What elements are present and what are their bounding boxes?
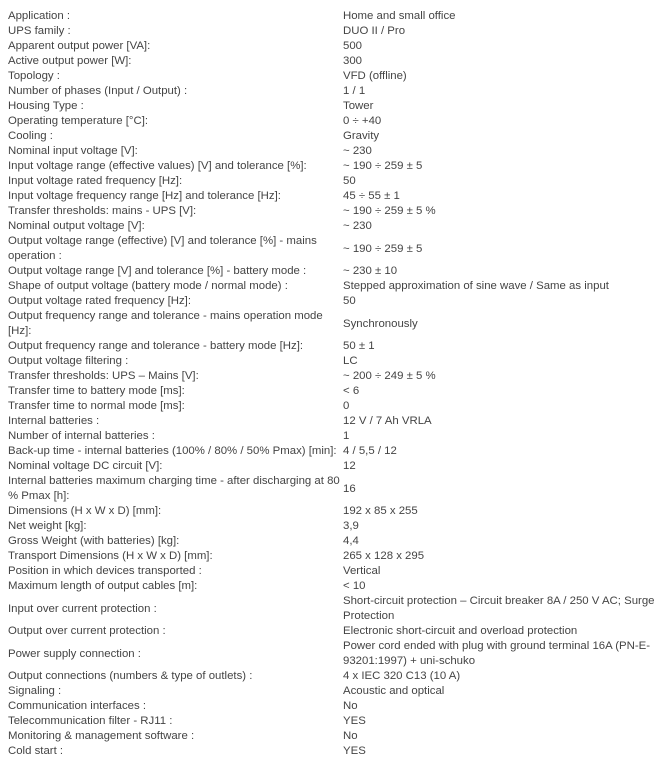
spec-row xyxy=(6,219,662,234)
spec-label: Telecommunication filter - RJ11 : xyxy=(8,715,173,727)
spec-value: Electronic short-circuit and overload protection xyxy=(343,625,578,637)
spec-value: ~ 190 ÷ 259 ± 5 xyxy=(343,242,423,255)
spec-value: Gravity xyxy=(343,130,380,142)
spec-label: Signaling : xyxy=(8,685,62,697)
spec-label: Output voltage range [V] and tolerance [%] - battery mode : xyxy=(8,265,307,277)
spec-row xyxy=(6,399,662,414)
spec-row xyxy=(6,339,662,354)
spec-value: 0 xyxy=(343,400,350,412)
spec-row xyxy=(6,174,662,189)
spec-row xyxy=(6,384,662,399)
spec-label: Transfer time to normal mode [ms]: xyxy=(8,400,185,412)
spec-label: Housing Type : xyxy=(8,100,84,112)
spec-value: No xyxy=(343,730,358,742)
spec-value: 50 xyxy=(343,175,356,187)
spec-label: Output voltage filtering : xyxy=(8,355,129,367)
spec-row xyxy=(6,534,662,549)
spec-value: ~ 190 ÷ 259 ± 5 xyxy=(343,160,423,172)
spec-label: Output voltage rated frequency [Hz]: xyxy=(8,295,191,307)
spec-value: 1 xyxy=(343,430,350,442)
spec-label: Input voltage rated frequency [Hz]: xyxy=(8,175,183,187)
spec-value: 16 xyxy=(343,482,356,495)
spec-row xyxy=(6,354,662,369)
spec-row xyxy=(6,144,662,159)
spec-value: Tower xyxy=(343,100,374,112)
spec-label: Net weight [kg]: xyxy=(8,520,87,532)
spec-value: 4 x IEC 320 C13 (10 A) xyxy=(343,670,461,682)
spec-row xyxy=(6,24,662,39)
spec-row xyxy=(6,159,662,174)
spec-row xyxy=(6,519,662,534)
spec-label: Nominal voltage DC circuit [V]: xyxy=(8,460,163,472)
spec-label: Dimensions (H x W x D) [mm]: xyxy=(8,505,162,517)
spec-value: LC xyxy=(343,355,358,367)
spec-row xyxy=(6,264,662,279)
spec-value: Home and small office xyxy=(343,10,456,22)
spec-label: Active output power [W]: xyxy=(8,55,132,67)
spec-row xyxy=(6,714,662,729)
spec-value: 50 ± 1 xyxy=(343,340,375,352)
spec-label: Gross Weight (with batteries) [kg]: xyxy=(8,535,180,547)
spec-row xyxy=(6,684,662,699)
spec-row xyxy=(6,549,662,564)
spec-label: Input voltage frequency range [Hz] and tolerance [Hz]: xyxy=(8,190,281,202)
spec-row xyxy=(6,189,662,204)
spec-label: Application : xyxy=(8,10,71,22)
spec-label: Output frequency range and tolerance - battery mode [Hz]: xyxy=(8,340,304,352)
spec-label: Internal batteries maximum charging time - after discharging at 80 % Pmax [h]: xyxy=(8,475,340,502)
spec-label: Output connections (numbers & type of outlets) : xyxy=(8,670,253,682)
spec-row xyxy=(6,729,662,744)
spec-label: Transfer thresholds: UPS – Mains [V]: xyxy=(8,370,199,382)
spec-row xyxy=(6,669,662,684)
spec-value: 192 x 85 x 255 xyxy=(343,505,418,517)
spec-row xyxy=(6,99,662,114)
spec-value: 0 ÷ +40 xyxy=(343,115,382,127)
spec-row xyxy=(6,114,662,129)
spec-label: Maximum length of output cables [m]: xyxy=(8,580,198,592)
spec-label: Cold start : xyxy=(8,745,64,757)
spec-label: Output over current protection : xyxy=(8,625,166,637)
spec-value: YES xyxy=(343,745,366,757)
spec-row xyxy=(6,309,662,339)
spec-row xyxy=(6,459,662,474)
spec-table xyxy=(6,9,662,759)
spec-label: Shape of output voltage (battery mode / normal mode) : xyxy=(8,280,288,292)
spec-label: Topology : xyxy=(8,70,60,82)
spec-row xyxy=(6,279,662,294)
spec-value: Vertical xyxy=(343,565,381,577)
spec-row xyxy=(6,84,662,99)
spec-row xyxy=(6,39,662,54)
spec-row xyxy=(6,204,662,219)
spec-label: Transfer thresholds: mains - UPS [V]: xyxy=(8,205,197,217)
spec-label: Internal batteries : xyxy=(8,415,100,427)
spec-label: Output voltage range (effective) [V] and tolerance [%] - mains operation : xyxy=(8,235,317,262)
spec-row xyxy=(6,9,662,24)
spec-row xyxy=(6,504,662,519)
spec-value: 12 V / 7 Ah VRLA xyxy=(343,415,432,427)
spec-value: 500 xyxy=(343,40,363,52)
spec-value: 45 ÷ 55 ± 1 xyxy=(343,190,400,202)
spec-label: Number of internal batteries : xyxy=(8,430,155,442)
spec-value: ~ 200 ÷ 249 ± 5 % xyxy=(343,370,436,382)
spec-label: Operating temperature [°C]: xyxy=(8,115,149,127)
spec-value: 50 xyxy=(343,295,356,307)
spec-row xyxy=(6,429,662,444)
spec-row xyxy=(6,234,662,264)
spec-row xyxy=(6,474,662,504)
spec-row xyxy=(6,594,662,624)
spec-row xyxy=(6,294,662,309)
spec-label: Nominal input voltage [V]: xyxy=(8,145,138,157)
spec-label: Communication interfaces : xyxy=(8,700,147,712)
spec-row xyxy=(6,744,662,759)
spec-label: Transfer time to battery mode [ms]: xyxy=(8,385,185,397)
spec-value: YES xyxy=(343,715,366,727)
spec-value: 1 / 1 xyxy=(343,85,366,97)
spec-row xyxy=(6,564,662,579)
spec-value: Stepped approximation of sine wave / Same as input xyxy=(343,280,609,292)
spec-row xyxy=(6,69,662,84)
spec-value: 4,4 xyxy=(343,535,359,547)
spec-label: Back-up time - internal batteries (100% / 80% / 50% Pmax) [min]: xyxy=(8,445,337,457)
spec-label: Power supply connection : xyxy=(8,647,141,660)
spec-label: Monitoring & management software : xyxy=(8,730,195,742)
spec-value: 300 xyxy=(343,55,363,67)
spec-label: Input voltage range (effective values) [V] and tolerance [%]: xyxy=(8,160,307,172)
spec-value: Synchronously xyxy=(343,317,418,330)
spec-table-body xyxy=(6,9,662,759)
spec-row xyxy=(6,414,662,429)
spec-label: Apparent output power [VA]: xyxy=(8,40,151,52)
spec-value: 3,9 xyxy=(343,520,359,532)
spec-row xyxy=(6,624,662,639)
spec-value: 4 / 5,5 / 12 xyxy=(343,445,397,457)
spec-label: Position in which devices transported : xyxy=(8,565,202,577)
spec-row xyxy=(6,129,662,144)
spec-label: UPS family : xyxy=(8,25,71,37)
spec-row xyxy=(6,579,662,594)
spec-label: Number of phases (Input / Output) : xyxy=(8,85,188,97)
spec-label: Output frequency range and tolerance - mains operation mode [Hz]: xyxy=(8,310,323,337)
spec-row xyxy=(6,369,662,384)
spec-row xyxy=(6,54,662,69)
spec-label: Transport Dimensions (H x W x D) [mm]: xyxy=(8,550,213,562)
spec-value: ~ 190 ÷ 259 ± 5 % xyxy=(343,205,436,217)
spec-value: 12 xyxy=(343,460,356,472)
spec-value: VFD (offline) xyxy=(343,70,407,82)
spec-row xyxy=(6,699,662,714)
spec-value: 265 x 128 x 295 xyxy=(343,550,425,562)
spec-label: Nominal output voltage [V]: xyxy=(8,220,145,232)
spec-value: Power cord ended with plug with ground terminal 16A (PN-E-93201:1997) + uni-schuko xyxy=(343,640,651,667)
spec-row xyxy=(6,444,662,459)
spec-label: Input over current protection : xyxy=(8,602,157,615)
spec-value: No xyxy=(343,700,358,712)
spec-row xyxy=(6,639,662,669)
spec-value: < 6 xyxy=(343,385,360,397)
spec-value: Short-circuit protection – Circuit breaker 8A / 250 V AC; Surge Protection xyxy=(343,595,655,622)
spec-value: ~ 230 ± 10 xyxy=(343,265,398,277)
spec-value: ~ 230 xyxy=(343,220,372,232)
spec-value: DUO II / Pro xyxy=(343,25,406,37)
spec-value: Acoustic and optical xyxy=(343,685,445,697)
spec-value: ~ 230 xyxy=(343,145,372,157)
spec-label: Cooling : xyxy=(8,130,53,142)
spec-value: < 10 xyxy=(343,580,366,592)
